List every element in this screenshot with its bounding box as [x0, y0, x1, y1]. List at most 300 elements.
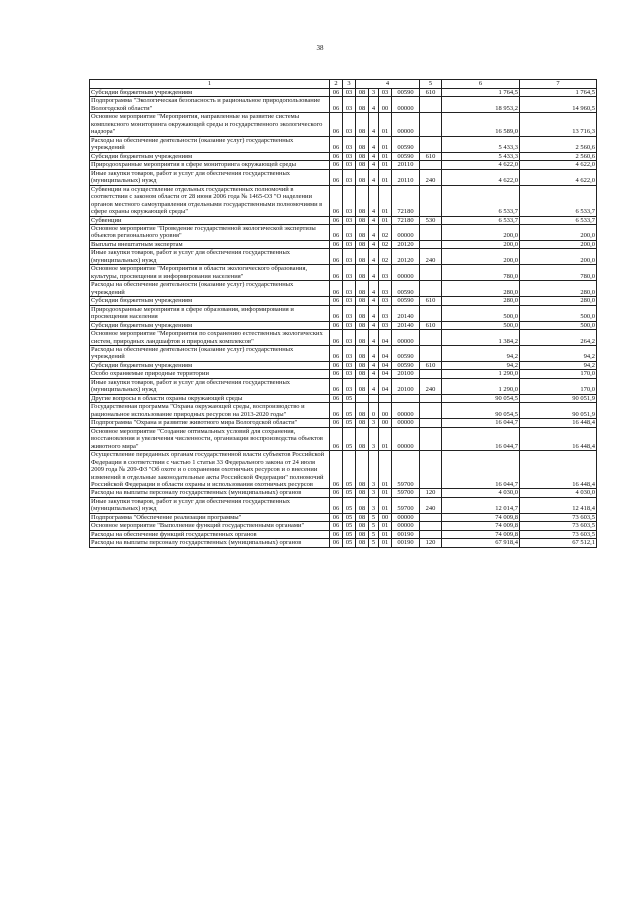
code-activity-cell: 02: [379, 240, 392, 248]
code-direction-cell: 00000: [392, 113, 420, 136]
code-program-cell: 08: [356, 161, 369, 169]
code-section-cell: 06: [330, 394, 343, 402]
amount-year2-cell: 200,0: [520, 240, 597, 248]
amount-year2-cell: 90 051,9: [520, 394, 597, 402]
code-section-cell: 06: [330, 530, 343, 538]
amount-year2-cell: 16 448,4: [520, 451, 597, 489]
code-direction-cell: 59700: [392, 489, 420, 497]
code-subsection-cell: 03: [343, 161, 356, 169]
code-subsection-cell: 03: [343, 152, 356, 160]
code-direction-cell: 00000: [392, 513, 420, 521]
row-name-cell: Расходы на выплаты персоналу государственных (муниципальных) органов: [90, 539, 330, 547]
amount-year2-cell: 94,2: [520, 346, 597, 362]
code-subprogram-cell: 4: [369, 321, 379, 329]
amount-year1-cell: 780,0: [442, 265, 520, 281]
column-header: 2: [330, 80, 343, 89]
code-subsection-cell: 03: [343, 305, 356, 321]
amount-year1-cell: 1 290,0: [442, 378, 520, 394]
table-row: [90, 249, 597, 265]
expense-type-cell: [420, 346, 442, 362]
code-section-cell: 06: [330, 216, 343, 224]
row-name-cell: Основное мероприятие "Выполнение функций государственными органами": [90, 522, 330, 530]
table-row: [90, 370, 597, 378]
code-program-cell: 08: [356, 451, 369, 489]
expense-type-cell: 240: [420, 249, 442, 265]
code-section-cell: 06: [330, 346, 343, 362]
code-direction-cell: 00590: [392, 281, 420, 297]
amount-year1-cell: 280,0: [442, 297, 520, 305]
code-subprogram-cell: 5: [369, 513, 379, 521]
table-row: [90, 113, 597, 136]
code-activity-cell: 04: [379, 378, 392, 394]
row-name-cell: Подпрограмма "Экологическая безопасность и рациональное природопользование Вологодской области": [90, 97, 330, 113]
code-activity-cell: 03: [379, 305, 392, 321]
column-header: 6: [442, 80, 520, 89]
code-program-cell: 08: [356, 249, 369, 265]
code-subprogram-cell: 4: [369, 305, 379, 321]
code-program-cell: 08: [356, 224, 369, 240]
expense-type-cell: 610: [420, 361, 442, 369]
row-name-cell: Субсидии бюджетным учреждениям: [90, 361, 330, 369]
row-name-cell: Иные закупки товаров, работ и услуг для обеспечения государственных (муниципальных) нужд: [90, 497, 330, 513]
amount-year2-cell: 12 418,4: [520, 497, 597, 513]
amount-year2-cell: 94,2: [520, 361, 597, 369]
table-row: [90, 530, 597, 538]
code-activity-cell: 01: [379, 427, 392, 450]
amount-year1-cell: 5 433,3: [442, 136, 520, 152]
code-subsection-cell: 05: [343, 394, 356, 402]
row-name-cell: Субсидии бюджетным учреждениям: [90, 89, 330, 97]
code-section-cell: 06: [330, 427, 343, 450]
expense-type-cell: 240: [420, 169, 442, 185]
amount-year1-cell: 6 533,7: [442, 216, 520, 224]
amount-year2-cell: 4 622,0: [520, 161, 597, 169]
code-subsection-cell: 03: [343, 321, 356, 329]
code-program-cell: 08: [356, 169, 369, 185]
amount-year2-cell: 170,0: [520, 378, 597, 394]
expense-type-cell: 610: [420, 89, 442, 97]
expense-type-cell: 240: [420, 378, 442, 394]
row-name-cell: Государственная программа "Охрана окружающей среды, воспроизводство и рациональное использование природных ресурсов на 2013-2020 годы": [90, 403, 330, 419]
code-program-cell: 08: [356, 427, 369, 450]
code-activity-cell: 03: [379, 89, 392, 97]
row-name-cell: Расходы на обеспечение деятельности (оказание услуг) государственных учреждений: [90, 346, 330, 362]
code-subsection-cell: 05: [343, 513, 356, 521]
code-activity-cell: 01: [379, 522, 392, 530]
code-direction-cell: 00590: [392, 136, 420, 152]
table-row: [90, 346, 597, 362]
code-subsection-cell: 03: [343, 89, 356, 97]
code-section-cell: 06: [330, 522, 343, 530]
expense-type-cell: [420, 305, 442, 321]
code-section-cell: 06: [330, 497, 343, 513]
row-name-cell: Особо охраняемые природные территории: [90, 370, 330, 378]
amount-year1-cell: 200,0: [442, 240, 520, 248]
amount-year1-cell: 90 054,5: [442, 394, 520, 402]
code-subsection-cell: 05: [343, 489, 356, 497]
code-subsection-cell: 03: [343, 169, 356, 185]
code-section-cell: 06: [330, 281, 343, 297]
amount-year2-cell: 500,0: [520, 305, 597, 321]
code-program-cell: 08: [356, 403, 369, 419]
amount-year2-cell: 170,0: [520, 370, 597, 378]
code-subprogram-cell: 3: [369, 489, 379, 497]
code-section-cell: 06: [330, 89, 343, 97]
table-row: [90, 240, 597, 248]
row-name-cell: Осуществление переданных органам государственной власти субъектов Российской Федерации в соответствии с частью 1 статьи 33 Федерального закона от 24 июля 2009 года № 209-ФЗ "Об охоте и о сохранении охотничьих ресурсов и о внесении изменений в отдельные законодательные акты Российской Федерации" полномочий Российской Федерации в области охраны и использования охотничьих ресурсов: [90, 451, 330, 489]
amount-year2-cell: 2 560,6: [520, 152, 597, 160]
code-activity-cell: 00: [379, 419, 392, 427]
code-subsection-cell: 03: [343, 330, 356, 346]
code-activity-cell: 02: [379, 249, 392, 265]
amount-year2-cell: 73 603,5: [520, 530, 597, 538]
table-row: [90, 394, 597, 402]
row-name-cell: Иные закупки товаров, работ и услуг для обеспечения государственных (муниципальных) нужд: [90, 249, 330, 265]
expense-type-cell: [420, 451, 442, 489]
code-activity-cell: 04: [379, 330, 392, 346]
code-direction-cell: 00000: [392, 427, 420, 450]
code-activity-cell: 03: [379, 321, 392, 329]
code-subprogram-cell: 4: [369, 330, 379, 346]
code-subsection-cell: 03: [343, 113, 356, 136]
code-section-cell: 06: [330, 361, 343, 369]
table-row: [90, 305, 597, 321]
code-activity-cell: 01: [379, 161, 392, 169]
code-program-cell: 08: [356, 346, 369, 362]
code-section-cell: 06: [330, 321, 343, 329]
table-row: [90, 169, 597, 185]
expense-type-cell: [420, 136, 442, 152]
expense-type-cell: [420, 403, 442, 419]
expense-type-cell: 610: [420, 321, 442, 329]
code-section-cell: 06: [330, 161, 343, 169]
row-name-cell: Основное мероприятие "Мероприятия, направленные на развитие системы комплексного мониторинга окружающей среды и государственного экологического надзора": [90, 113, 330, 136]
code-program-cell: 08: [356, 297, 369, 305]
code-direction-cell: 00590: [392, 361, 420, 369]
code-section-cell: 06: [330, 169, 343, 185]
expense-type-cell: 120: [420, 489, 442, 497]
code-program-cell: 08: [356, 136, 369, 152]
amount-year2-cell: 2 560,6: [520, 136, 597, 152]
amount-year2-cell: 90 051,9: [520, 403, 597, 419]
code-section-cell: 06: [330, 403, 343, 419]
code-activity-cell: 04: [379, 370, 392, 378]
amount-year1-cell: 18 953,2: [442, 97, 520, 113]
code-section-cell: 06: [330, 224, 343, 240]
amount-year2-cell: 200,0: [520, 224, 597, 240]
code-program-cell: 08: [356, 265, 369, 281]
code-direction-cell: 72180: [392, 216, 420, 224]
code-subsection-cell: 03: [343, 185, 356, 216]
table-row: [90, 330, 597, 346]
amount-year1-cell: 74 009,8: [442, 513, 520, 521]
expense-type-cell: [420, 419, 442, 427]
code-subsection-cell: 05: [343, 403, 356, 419]
code-subprogram-cell: 4: [369, 224, 379, 240]
code-direction-cell: 00000: [392, 419, 420, 427]
code-section-cell: 06: [330, 305, 343, 321]
code-activity-cell: 01: [379, 113, 392, 136]
table-row: [90, 513, 597, 521]
code-subsection-cell: 05: [343, 522, 356, 530]
expense-type-cell: [420, 224, 442, 240]
amount-year2-cell: 4 030,0: [520, 489, 597, 497]
table-row: [90, 152, 597, 160]
code-program-cell: 08: [356, 305, 369, 321]
expense-type-cell: 530: [420, 216, 442, 224]
table-row: [90, 224, 597, 240]
amount-year1-cell: 90 054,5: [442, 403, 520, 419]
code-program-cell: [356, 394, 369, 402]
code-direction-cell: 20110: [392, 161, 420, 169]
code-section-cell: 06: [330, 113, 343, 136]
code-section-cell: 06: [330, 451, 343, 489]
code-subsection-cell: 03: [343, 370, 356, 378]
code-program-cell: 08: [356, 89, 369, 97]
code-program-cell: 08: [356, 539, 369, 547]
code-subprogram-cell: 5: [369, 539, 379, 547]
amount-year2-cell: 1 764,5: [520, 89, 597, 97]
code-section-cell: 06: [330, 240, 343, 248]
code-direction-cell: [392, 394, 420, 402]
code-program-cell: 08: [356, 361, 369, 369]
row-name-cell: Расходы на выплаты персоналу государственных (муниципальных) органов: [90, 489, 330, 497]
code-direction-cell: 20100: [392, 370, 420, 378]
code-direction-cell: 00190: [392, 539, 420, 547]
code-program-cell: 08: [356, 522, 369, 530]
amount-year1-cell: 12 014,7: [442, 497, 520, 513]
code-activity-cell: 01: [379, 185, 392, 216]
amount-year2-cell: 780,0: [520, 265, 597, 281]
code-activity-cell: 01: [379, 539, 392, 547]
amount-year1-cell: 6 533,7: [442, 185, 520, 216]
table-row: [90, 97, 597, 113]
column-header-row: [90, 80, 597, 89]
code-program-cell: 08: [356, 216, 369, 224]
code-direction-cell: 00590: [392, 152, 420, 160]
code-direction-cell: 00590: [392, 297, 420, 305]
code-section-cell: 06: [330, 136, 343, 152]
code-activity-cell: [379, 394, 392, 402]
code-activity-cell: 02: [379, 224, 392, 240]
expense-type-cell: [420, 240, 442, 248]
code-activity-cell: 01: [379, 216, 392, 224]
code-subprogram-cell: 4: [369, 185, 379, 216]
column-header: 4: [356, 80, 420, 89]
code-subsection-cell: 05: [343, 497, 356, 513]
expense-type-cell: 120: [420, 539, 442, 547]
row-name-cell: Основное мероприятие "Мероприятия по сохранению естественных экологических систем, природных ландшафтов и природных комплексов": [90, 330, 330, 346]
table-row: [90, 378, 597, 394]
code-direction-cell: 20110: [392, 169, 420, 185]
code-subprogram-cell: 4: [369, 152, 379, 160]
code-direction-cell: 20120: [392, 240, 420, 248]
code-subsection-cell: 03: [343, 240, 356, 248]
budget-table: [89, 79, 597, 548]
row-name-cell: Природоохранные мероприятия в сфере мониторинга окружающей среды: [90, 161, 330, 169]
expense-type-cell: [420, 113, 442, 136]
code-activity-cell: 01: [379, 489, 392, 497]
amount-year1-cell: 200,0: [442, 224, 520, 240]
code-subprogram-cell: 3: [369, 427, 379, 450]
page-number: 38: [316, 44, 324, 52]
expense-type-cell: [420, 265, 442, 281]
expense-type-cell: [420, 281, 442, 297]
code-subsection-cell: 03: [343, 378, 356, 394]
amount-year2-cell: 67 512,1: [520, 539, 597, 547]
code-subsection-cell: 03: [343, 346, 356, 362]
code-subprogram-cell: 4: [369, 240, 379, 248]
table-row: [90, 281, 597, 297]
code-subprogram-cell: [369, 394, 379, 402]
row-name-cell: Основное мероприятие "Проведение государственной экологической экспертизы объектов регионального уровня": [90, 224, 330, 240]
code-direction-cell: 20100: [392, 378, 420, 394]
code-activity-cell: 01: [379, 530, 392, 538]
expense-type-cell: 610: [420, 297, 442, 305]
code-program-cell: 08: [356, 113, 369, 136]
amount-year1-cell: 1 384,2: [442, 330, 520, 346]
code-section-cell: 06: [330, 330, 343, 346]
code-subsection-cell: 05: [343, 530, 356, 538]
code-activity-cell: 00: [379, 97, 392, 113]
code-subprogram-cell: 5: [369, 530, 379, 538]
code-program-cell: 08: [356, 185, 369, 216]
row-name-cell: Подпрограмма "Обеспечение реализации программы": [90, 513, 330, 521]
code-direction-cell: 72180: [392, 185, 420, 216]
code-program-cell: 08: [356, 281, 369, 297]
code-direction-cell: 59700: [392, 497, 420, 513]
expense-type-cell: 240: [420, 497, 442, 513]
code-direction-cell: 20120: [392, 249, 420, 265]
amount-year1-cell: 16 044,7: [442, 427, 520, 450]
expense-type-cell: [420, 370, 442, 378]
code-direction-cell: 00000: [392, 224, 420, 240]
row-name-cell: Природоохранные мероприятия в сфере образования, информирования и просвещения населения: [90, 305, 330, 321]
code-program-cell: 08: [356, 97, 369, 113]
table-row: [90, 419, 597, 427]
column-header: 5: [420, 80, 442, 89]
row-name-cell: Субвенции: [90, 216, 330, 224]
code-subsection-cell: 03: [343, 281, 356, 297]
expense-type-cell: [420, 97, 442, 113]
amount-year1-cell: 67 918,4: [442, 539, 520, 547]
table-row: [90, 522, 597, 530]
row-name-cell: Основное мероприятие "Создание оптимальных условий для сохранения, восстановления и увеличения численности, организации воспроизводства объектов животного мира": [90, 427, 330, 450]
code-program-cell: 08: [356, 370, 369, 378]
row-name-cell: Расходы на обеспечение функций государственных органов: [90, 530, 330, 538]
code-direction-cell: 20140: [392, 321, 420, 329]
code-subprogram-cell: 3: [369, 497, 379, 513]
amount-year1-cell: 16 589,0: [442, 113, 520, 136]
code-direction-cell: 59700: [392, 451, 420, 489]
table-row: [90, 161, 597, 169]
code-program-cell: 08: [356, 513, 369, 521]
expense-type-cell: [420, 530, 442, 538]
code-direction-cell: 00000: [392, 330, 420, 346]
amount-year2-cell: 6 533,7: [520, 216, 597, 224]
code-subprogram-cell: 3: [369, 89, 379, 97]
amount-year1-cell: 4 622,0: [442, 161, 520, 169]
code-subprogram-cell: 4: [369, 161, 379, 169]
table-row: [90, 321, 597, 329]
code-section-cell: 06: [330, 539, 343, 547]
row-name-cell: Субвенции на осуществление отдельных государственных полномочий в соответствии с законом области от 28 июня 2006 года № 1465-ОЗ "О наделении органов местного самоуправления отдельными государственными полномочиями в сфере охраны окружающей среды": [90, 185, 330, 216]
row-name-cell: Основное мероприятие "Мероприятия в области экологического образования, культуры, просвещения и информирования населения": [90, 265, 330, 281]
code-activity-cell: 03: [379, 297, 392, 305]
code-section-cell: 06: [330, 249, 343, 265]
code-program-cell: 08: [356, 530, 369, 538]
code-subsection-cell: 03: [343, 249, 356, 265]
amount-year1-cell: 94,2: [442, 361, 520, 369]
code-activity-cell: 01: [379, 169, 392, 185]
amount-year1-cell: 500,0: [442, 321, 520, 329]
code-activity-cell: 03: [379, 281, 392, 297]
column-header: 1: [90, 80, 330, 89]
expense-type-cell: [420, 513, 442, 521]
code-subsection-cell: 05: [343, 427, 356, 450]
amount-year2-cell: 16 448,4: [520, 419, 597, 427]
code-direction-cell: 00000: [392, 265, 420, 281]
amount-year1-cell: 94,2: [442, 346, 520, 362]
table-row: [90, 136, 597, 152]
code-subsection-cell: 03: [343, 265, 356, 281]
code-activity-cell: 01: [379, 136, 392, 152]
code-subprogram-cell: 4: [369, 265, 379, 281]
code-program-cell: 08: [356, 321, 369, 329]
table-row: [90, 89, 597, 97]
expense-type-cell: [420, 522, 442, 530]
row-name-cell: Подпрограмма "Охрана и развитие животного мира Вологодской области": [90, 419, 330, 427]
amount-year2-cell: 500,0: [520, 321, 597, 329]
code-subsection-cell: 05: [343, 539, 356, 547]
code-activity-cell: 01: [379, 497, 392, 513]
code-subprogram-cell: 0: [369, 403, 379, 419]
code-subprogram-cell: 4: [369, 249, 379, 265]
table-row: [90, 497, 597, 513]
code-program-cell: 08: [356, 378, 369, 394]
code-subprogram-cell: 4: [369, 346, 379, 362]
row-name-cell: Субсидии бюджетным учреждениям: [90, 321, 330, 329]
code-direction-cell: 00000: [392, 522, 420, 530]
expense-type-cell: [420, 185, 442, 216]
amount-year2-cell: 200,0: [520, 249, 597, 265]
code-direction-cell: 20140: [392, 305, 420, 321]
amount-year2-cell: 13 716,3: [520, 113, 597, 136]
code-subsection-cell: 03: [343, 97, 356, 113]
code-subprogram-cell: 3: [369, 419, 379, 427]
code-subprogram-cell: 3: [369, 451, 379, 489]
code-activity-cell: 03: [379, 265, 392, 281]
table-row: [90, 427, 597, 450]
code-activity-cell: 00: [379, 403, 392, 419]
code-subprogram-cell: 4: [369, 113, 379, 136]
amount-year1-cell: 74 009,8: [442, 522, 520, 530]
expense-type-cell: [420, 161, 442, 169]
amount-year2-cell: 73 603,5: [520, 513, 597, 521]
code-subprogram-cell: 4: [369, 361, 379, 369]
code-section-cell: 06: [330, 378, 343, 394]
code-subsection-cell: 03: [343, 136, 356, 152]
code-activity-cell: 00: [379, 513, 392, 521]
table-row: [90, 539, 597, 547]
row-name-cell: Субсидии бюджетным учреждениям: [90, 297, 330, 305]
code-section-cell: 06: [330, 513, 343, 521]
code-section-cell: 06: [330, 265, 343, 281]
code-subprogram-cell: 4: [369, 281, 379, 297]
code-subsection-cell: 05: [343, 451, 356, 489]
code-program-cell: 08: [356, 489, 369, 497]
amount-year1-cell: 200,0: [442, 249, 520, 265]
